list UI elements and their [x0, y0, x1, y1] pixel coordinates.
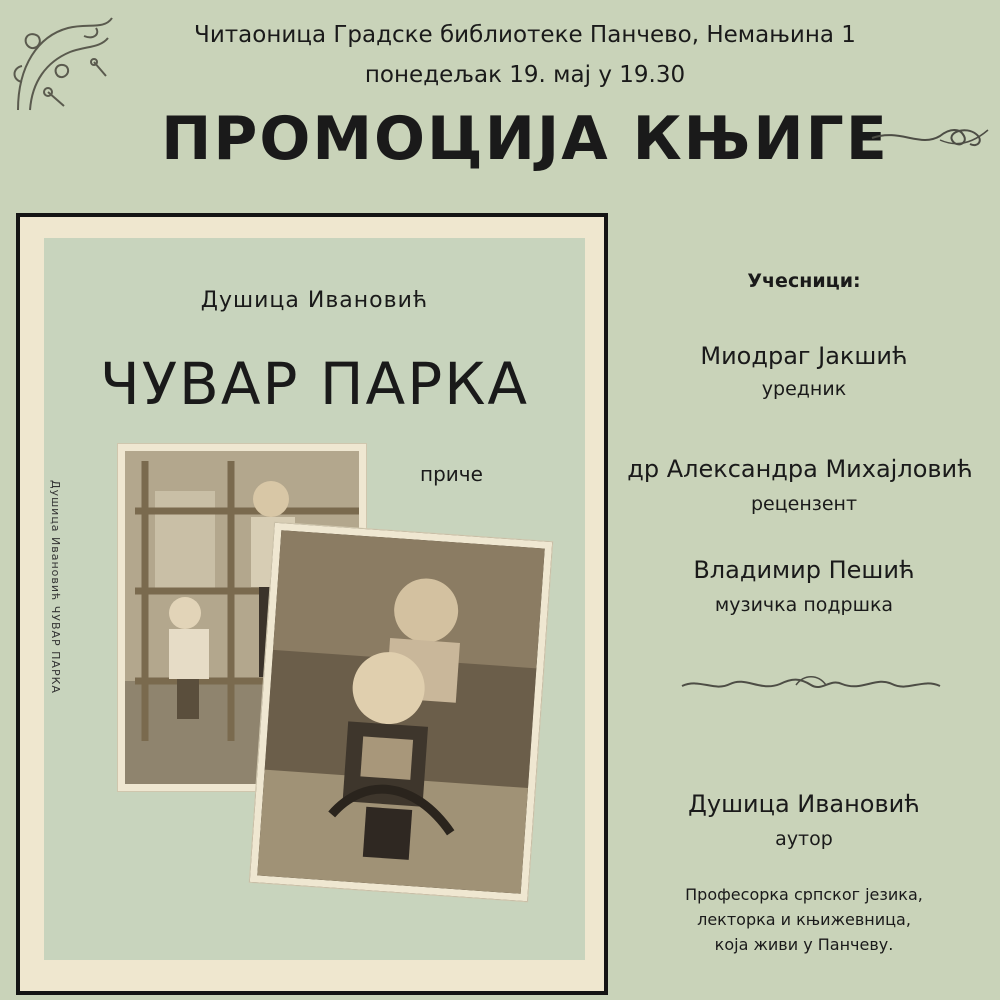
author-bio-line: Професорка српског језика,	[685, 885, 923, 904]
participant-role: уредник	[761, 378, 847, 400]
participant-name: др Александра Михајловић	[627, 455, 973, 483]
participant-name: Владимир Пешић	[693, 556, 915, 584]
divider-flourish-icon	[680, 672, 942, 698]
photo-icon	[257, 530, 544, 894]
event-date: понедељак 19. мај у 19.30	[364, 62, 686, 88]
page-title: ПРОМОЦИЈА КЊИГЕ	[161, 104, 889, 174]
flourish-icon	[870, 118, 990, 154]
participant-name: Миодраг Јакшић	[700, 342, 908, 370]
participant-role: музичка подршка	[714, 594, 894, 616]
participants-label: Учесници:	[747, 270, 861, 292]
event-venue: Читаоница Градске библиотеке Панчево, Немањина 1	[194, 22, 856, 48]
book-title: ЧУВАР ПАРКА	[99, 350, 530, 418]
book-spine-text: Душица Ивановић ЧУВАР ПАРКА	[49, 480, 62, 694]
author-name: Душица Ивановић	[688, 790, 920, 818]
author-role: аутор	[775, 828, 833, 850]
participant-role: рецензент	[750, 493, 858, 515]
swing-photo	[250, 523, 552, 902]
author-bio-line: лекторка и књижевница,	[697, 910, 911, 929]
author-bio-line: која живи у Панчеву.	[714, 935, 894, 954]
book-genre: приче	[420, 462, 483, 486]
book-author: Душица Ивановић	[200, 288, 429, 313]
